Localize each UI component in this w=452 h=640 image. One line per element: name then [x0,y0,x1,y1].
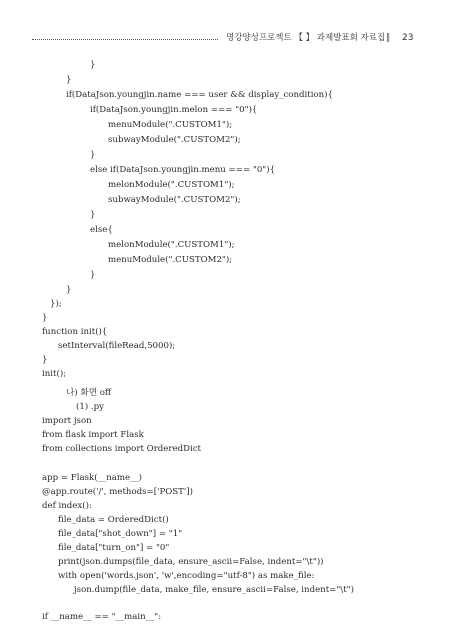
code-line: setInterval(fileRead,5000); [58,341,176,351]
code-line: melonModule(".CUSTOM1"); [108,240,235,250]
code-line: }); [50,299,62,309]
code-line: } [42,355,48,365]
code-line: } [90,270,96,280]
code-line: else if(DataJson.youngjin.menu === "0"){ [90,165,276,175]
code-line: if __name__ == "__main__": [42,612,162,622]
code-line: melonModule(".CUSTOM1"); [108,180,235,190]
code-line: file_data = OrderedDict() [58,515,169,525]
code-line: } [90,210,96,220]
code-line: } [42,313,48,323]
code-line: print(json.dumps(file_data, ensure_ascii=False, indent="\t")) [58,557,324,567]
code-line: } [90,150,96,160]
code-line: subwayModule(".CUSTOM2"); [108,195,241,205]
code-line: @app.route('/', methods=['POST']) [42,487,193,497]
code-line: init(); [42,369,67,379]
section-heading: 나) 화면 off [66,388,112,398]
code-line: from collections import OrderedDict [42,444,201,454]
subsection-heading: (1) .py [76,402,104,412]
code-line: if(DataJson.youngjin.name === user && display_condition){ [66,90,333,100]
code-line: else{ [90,225,113,235]
code-line: if(DataJson.youngjin.melon === "0"){ [90,105,258,115]
code-line: file_data["turn_on"] = "0" [58,543,170,553]
code-line: from flask import Flask [42,430,144,440]
code-line: json.dump(file_data, make_file, ensure_ascii=False, indent="\t") [74,585,354,595]
code-line: function init(){ [42,327,108,337]
code-line: file_data["shot_down"] = "1" [58,529,183,539]
code-line: app = Flask(__name__) [42,473,143,483]
code-line: def index(): [42,501,92,511]
code-line: with open('words.json', 'w',encoding="utf-8") as make_file: [58,571,315,581]
code-line: } [90,60,96,70]
page-number: 23 [402,33,414,43]
code-line: import json [42,416,92,426]
code-line: } [66,75,72,85]
code-line: menuModule(".CUSTOM2"); [108,255,233,265]
code-line: } [66,285,72,295]
code-line: menuModule(".CUSTOM1"); [108,120,233,130]
code-line: subwayModule(".CUSTOM2"); [108,135,241,145]
header-title: 명강양성프로젝트 【 】 과제발표회 자료집 [226,33,386,43]
header-separator: ‖ [386,33,391,43]
